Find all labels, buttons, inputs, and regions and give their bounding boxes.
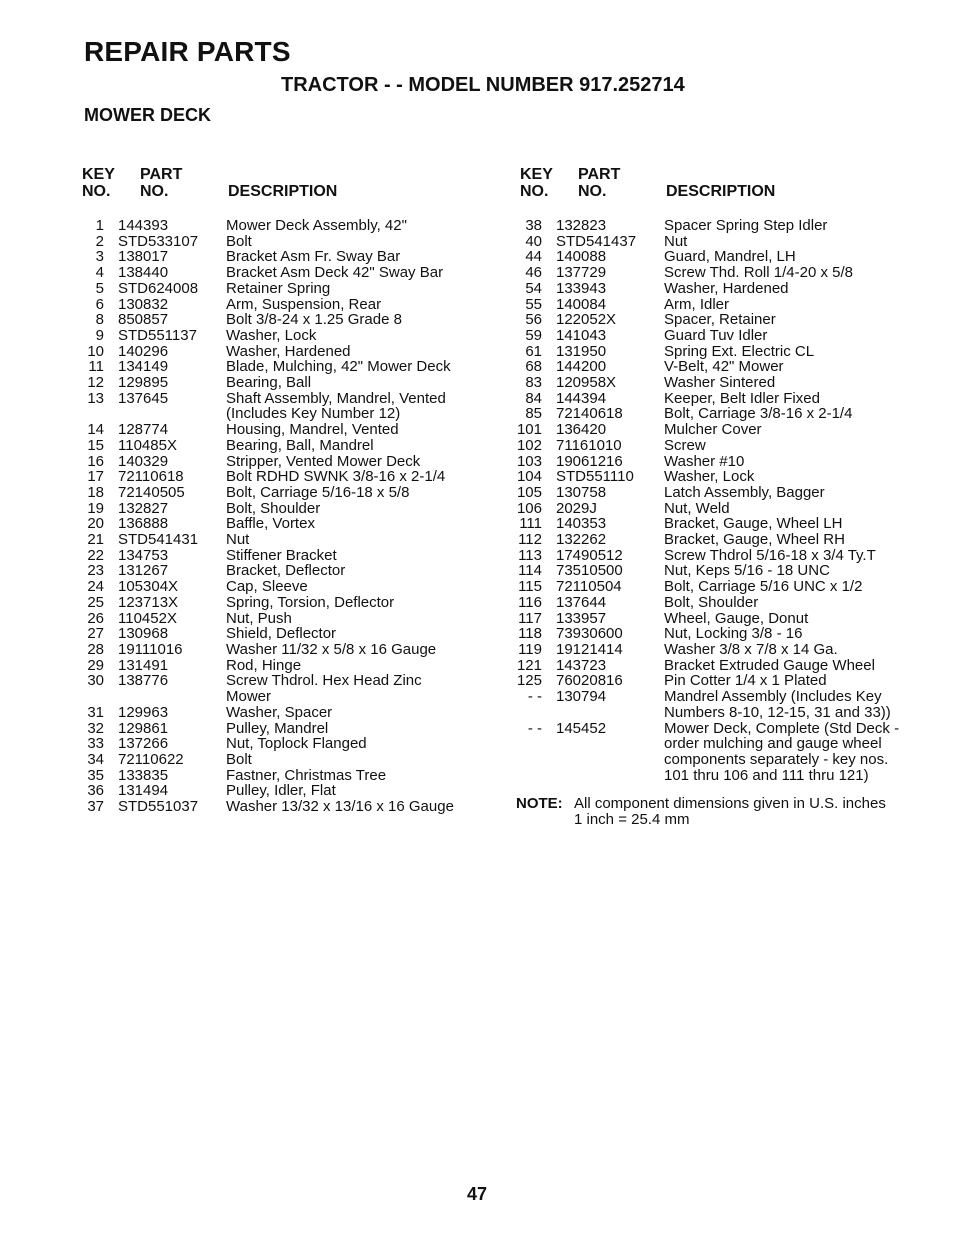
table-row	[516, 297, 936, 313]
table-row	[78, 768, 498, 784]
key-number: 44	[525, 248, 542, 266]
key-number: 54	[525, 279, 542, 297]
key-number: 9	[95, 326, 104, 344]
table-row	[78, 752, 498, 768]
table-row	[516, 673, 936, 689]
part-number: 120958X	[556, 374, 617, 392]
part-number: 144394	[556, 389, 607, 407]
table-row	[516, 611, 936, 627]
key-number: 15	[87, 436, 104, 454]
part-description: Nut, Keps 5/16 - 18 UNC	[664, 562, 830, 580]
part-description: Pulley, Mandrel	[226, 719, 329, 737]
key-number: 101	[516, 421, 542, 439]
part-number: 73510500	[556, 562, 623, 580]
table-row	[78, 595, 498, 611]
key-no-header: KEY NO.	[82, 166, 115, 200]
table-row	[516, 359, 936, 375]
key-number: 29	[87, 656, 104, 674]
part-description: Bolt, Carriage 3/8-16 x 2-1/4	[664, 405, 853, 423]
part-number: 138440	[118, 264, 169, 282]
part-description: Mower Deck, Complete (Std Deck - order mulching and gauge wheel components separately - key nos. 101 thru 106 and 111 thru 121)	[664, 719, 900, 784]
part-description: Baffle, Vortex	[226, 515, 315, 533]
part-number: 137645	[118, 389, 169, 407]
table-row	[78, 438, 498, 454]
part-description: Retainer Spring	[226, 279, 331, 297]
table-row	[78, 642, 498, 658]
note-text-line2: 1 inch = 25.4 mm	[574, 811, 690, 828]
table-row	[516, 391, 936, 407]
key-number: - -	[527, 719, 542, 737]
table-row	[78, 328, 498, 344]
table-row	[516, 312, 936, 328]
parts-table-right	[516, 166, 936, 783]
key-number: 103	[516, 452, 542, 470]
key-number: 1	[95, 217, 104, 234]
part-number: 138776	[118, 672, 169, 690]
part-description: Bolt, Shoulder	[226, 499, 321, 517]
table-header	[78, 166, 498, 218]
part-number: STD541431	[118, 531, 199, 549]
key-number: 17	[87, 468, 104, 486]
part-number: 132823	[556, 217, 607, 234]
part-description: Blade, Mulching, 42" Mower Deck	[226, 358, 451, 376]
part-description: Bracket Asm Fr. Sway Bar	[226, 248, 401, 266]
part-number: 136888	[118, 515, 169, 533]
key-number: 84	[525, 389, 542, 407]
part-description: Arm, Idler	[664, 295, 730, 313]
part-description: Nut, Weld	[664, 499, 730, 517]
key-number: 11	[88, 358, 104, 376]
key-number: 31	[87, 703, 104, 721]
key-number: 33	[87, 735, 104, 753]
table-row	[516, 281, 936, 297]
table-row	[78, 469, 498, 485]
part-description: Washer #10	[664, 452, 745, 470]
key-number: 83	[525, 374, 542, 392]
table-row	[516, 438, 936, 454]
part-number: 145452	[556, 719, 607, 737]
key-number: 113	[518, 546, 542, 564]
section-heading: MOWER DECK	[84, 105, 211, 125]
part-number: 138017	[118, 248, 169, 266]
table-row	[78, 563, 498, 579]
table-row	[78, 234, 498, 250]
table-row	[78, 391, 498, 422]
part-description: Mulcher Cover	[664, 421, 762, 439]
table-row	[516, 579, 936, 595]
table-row	[78, 626, 498, 642]
table-row	[516, 516, 936, 532]
key-number: 68	[525, 358, 542, 376]
part-description: Screw Thdrol. Hex Head Zinc Mower	[226, 672, 422, 706]
table-row	[78, 359, 498, 375]
table-row	[516, 422, 936, 438]
table-row	[78, 218, 498, 234]
table-row	[516, 501, 936, 517]
table-row	[78, 281, 498, 297]
part-description: Washer, Lock	[664, 468, 755, 486]
part-number: 110452X	[118, 609, 177, 627]
part-description: V-Belt, 42" Mower	[664, 358, 784, 376]
key-number: 114	[518, 562, 542, 580]
part-description: Guard, Mandrel, LH	[664, 248, 796, 266]
part-description: Latch Assembly, Bagger	[664, 483, 825, 501]
part-number: STD551110	[556, 468, 634, 486]
key-number: 104	[516, 468, 542, 486]
table-row	[516, 642, 936, 658]
table-header	[516, 166, 936, 218]
table-row	[516, 234, 936, 250]
part-number: 71161010	[556, 436, 622, 454]
part-number: 137266	[118, 735, 169, 753]
parts-list-left	[78, 218, 498, 815]
part-description: Washer, Spacer	[226, 703, 333, 721]
part-description: Washer, Lock	[226, 326, 317, 344]
part-number: 130968	[118, 625, 169, 643]
key-number: 61	[525, 342, 542, 360]
key-number: 46	[525, 264, 542, 282]
table-row	[78, 375, 498, 391]
key-number: - -	[527, 688, 542, 706]
part-number: 140088	[556, 248, 607, 266]
table-row	[78, 721, 498, 737]
part-description: Stripper, Vented Mower Deck	[226, 452, 421, 470]
table-row	[516, 689, 936, 720]
part-number: STD541437	[556, 232, 637, 250]
part-number: 136420	[556, 421, 607, 439]
key-number: 26	[87, 609, 104, 627]
table-row	[516, 344, 936, 360]
table-row	[516, 375, 936, 391]
part-description: Bolt, Shoulder	[664, 593, 759, 611]
key-number: 4	[95, 264, 104, 282]
table-row	[516, 406, 936, 422]
part-description: Washer, Hardened	[226, 342, 351, 360]
key-number: 27	[87, 625, 104, 643]
part-number: 19111016	[118, 640, 183, 658]
part-number: 131494	[118, 782, 169, 800]
part-description: Bracket, Gauge, Wheel RH	[664, 531, 845, 549]
part-number: 76020816	[556, 672, 623, 690]
key-number: 35	[87, 766, 104, 784]
key-number: 119	[518, 640, 542, 658]
part-number: 140329	[118, 452, 169, 470]
key-number: 36	[87, 782, 104, 800]
part-number: 19121414	[556, 640, 623, 658]
key-number: 14	[87, 421, 104, 439]
key-number: 30	[87, 672, 104, 690]
part-description: Arm, Suspension, Rear	[226, 295, 382, 313]
table-row	[516, 265, 936, 281]
part-no-header: PART NO.	[140, 166, 183, 200]
part-description: Washer 3/8 x 7/8 x 14 Ga.	[664, 640, 838, 658]
part-description: Bolt	[226, 750, 252, 768]
key-number: 112	[518, 531, 542, 549]
key-number: 125	[516, 672, 542, 690]
key-number: 20	[87, 515, 104, 533]
key-number: 18	[87, 483, 104, 501]
part-number: 129895	[118, 374, 169, 392]
key-number: 116	[518, 593, 542, 611]
table-row	[516, 721, 936, 784]
key-number: 59	[525, 326, 542, 344]
key-number: 23	[87, 562, 104, 580]
model-subtitle: TRACTOR - - MODEL NUMBER 917.252714	[281, 74, 685, 96]
table-row	[78, 611, 498, 627]
part-description: Bolt 3/8-24 x 1.25 Grade 8	[226, 311, 402, 329]
key-number: 106	[516, 499, 542, 517]
table-row	[78, 454, 498, 470]
part-number: 129963	[118, 703, 169, 721]
key-number: 121	[516, 656, 542, 674]
part-description: Washer Sintered	[664, 374, 776, 392]
part-number: 131950	[556, 342, 607, 360]
part-description: Bracket Asm Deck 42" Sway Bar	[226, 264, 444, 282]
table-row	[78, 736, 498, 752]
part-number: 140353	[556, 515, 607, 533]
part-number: 130794	[556, 688, 607, 706]
part-description: Screw Thd. Roll 1/4-20 x 5/8	[664, 264, 853, 282]
part-description: Screw	[664, 436, 706, 454]
table-row	[516, 626, 936, 642]
part-number: 137644	[556, 593, 607, 611]
key-number: 37	[87, 798, 104, 816]
part-number: 105304X	[118, 578, 179, 596]
part-number: 132262	[556, 531, 607, 549]
part-number: 72110504	[556, 578, 622, 596]
part-number: 140084	[556, 295, 607, 313]
part-description: Bolt	[226, 232, 252, 250]
part-description: Fastner, Christmas Tree	[226, 766, 387, 784]
part-number: 130758	[556, 483, 607, 501]
part-number: 130832	[118, 295, 169, 313]
part-description: Spring, Torsion, Deflector	[226, 593, 395, 611]
parts-table-left	[78, 166, 498, 815]
part-number: 133835	[118, 766, 169, 784]
table-row	[78, 485, 498, 501]
table-row	[516, 218, 936, 234]
part-description: Nut	[664, 232, 688, 250]
table-row	[78, 658, 498, 674]
part-description: Nut, Push	[226, 609, 292, 627]
key-no-header: KEY NO.	[520, 166, 553, 200]
table-row	[78, 783, 498, 799]
key-number: 85	[525, 405, 542, 423]
table-row	[78, 579, 498, 595]
part-description: Wheel, Gauge, Donut	[664, 609, 809, 627]
part-description: Nut	[226, 531, 250, 549]
key-number: 34	[87, 750, 104, 768]
part-number: 131267	[118, 562, 169, 580]
table-row	[78, 297, 498, 313]
part-no-header: PART NO.	[578, 166, 621, 200]
key-number: 28	[87, 640, 104, 658]
part-number: 72110622	[118, 750, 184, 768]
part-number: 131491	[118, 656, 169, 674]
part-number: 134149	[118, 358, 169, 376]
part-number: STD533107	[118, 232, 199, 250]
part-description: Shield, Deflector	[226, 625, 337, 643]
part-description: Pin Cotter 1/4 x 1 Plated	[664, 672, 827, 690]
key-number: 55	[525, 295, 542, 313]
note-label: NOTE:	[516, 795, 563, 812]
key-number: 21	[87, 531, 104, 549]
part-number: 72140505	[118, 483, 185, 501]
table-row	[516, 548, 936, 564]
key-number: 8	[95, 311, 104, 329]
table-row	[78, 516, 498, 532]
key-number: 32	[87, 719, 104, 737]
description-header: DESCRIPTION	[228, 183, 338, 200]
part-number: 133957	[556, 609, 607, 627]
table-row	[516, 249, 936, 265]
part-number: 123713X	[118, 593, 179, 611]
part-description: Spacer, Retainer	[664, 311, 776, 329]
part-number: STD551037	[118, 798, 199, 816]
part-number: 144393	[118, 217, 169, 234]
part-number: 19061216	[556, 452, 623, 470]
part-description: Guard Tuv Idler	[664, 326, 768, 344]
key-number: 56	[525, 311, 542, 329]
part-number: 137729	[556, 264, 607, 282]
key-number: 16	[87, 452, 104, 470]
table-row	[78, 344, 498, 360]
part-number: 141043	[556, 326, 607, 344]
part-description: Washer 11/32 x 5/8 x 16 Gauge	[226, 640, 437, 658]
page-title: REPAIR PARTS	[84, 36, 291, 67]
key-number: 19	[87, 499, 104, 517]
key-number: 6	[95, 295, 104, 313]
part-number: STD551137	[118, 326, 197, 344]
part-description: Washer 13/32 x 13/16 x 16 Gauge	[226, 798, 454, 816]
table-row	[78, 673, 498, 704]
table-row	[516, 532, 936, 548]
part-description: Shaft Assembly, Mandrel, Vented (Includes Key Number 12)	[226, 389, 446, 423]
description-header: DESCRIPTION	[666, 183, 776, 200]
part-number: 133943	[556, 279, 607, 297]
part-number: 144200	[556, 358, 607, 376]
part-description: Bracket, Gauge, Wheel LH	[664, 515, 843, 533]
key-number: 118	[518, 625, 542, 643]
part-description: Mandrel Assembly (Includes Key Numbers 8-10, 12-15, 31 and 33))	[664, 688, 891, 721]
table-row	[78, 799, 498, 815]
part-number: 129861	[118, 719, 169, 737]
note-text-line1: All component dimensions given in U.S. inches	[574, 795, 886, 812]
key-number: 105	[516, 483, 542, 501]
part-description: Screw Thdrol 5/16-18 x 3/4 Ty.T	[664, 546, 876, 564]
key-number: 10	[87, 342, 104, 360]
part-description: Bracket, Deflector	[226, 562, 346, 580]
table-row	[78, 312, 498, 328]
part-description: Bearing, Ball, Mandrel	[226, 436, 374, 454]
part-number: 132827	[118, 499, 169, 517]
key-number: 40	[525, 232, 542, 250]
key-number: 115	[518, 578, 542, 596]
table-row	[78, 705, 498, 721]
part-number: 110485X	[118, 436, 177, 454]
key-number: 38	[525, 217, 542, 234]
key-number: 24	[87, 578, 104, 596]
table-row	[516, 454, 936, 470]
part-number: 2029J	[556, 499, 597, 517]
part-description: Nut, Toplock Flanged	[226, 735, 367, 753]
key-number: 12	[87, 374, 104, 392]
table-row	[78, 548, 498, 564]
key-number: 2	[95, 232, 104, 250]
part-number: STD624008	[118, 279, 199, 297]
part-description: Bearing, Ball	[226, 374, 312, 392]
part-number: 72110618	[118, 468, 184, 486]
part-description: Stiffener Bracket	[226, 546, 337, 564]
key-number: 13	[87, 389, 104, 407]
part-description: Rod, Hinge	[226, 656, 302, 674]
part-number: 134753	[118, 546, 169, 564]
part-number: 128774	[118, 421, 169, 439]
key-number: 117	[518, 609, 542, 627]
table-row	[516, 658, 936, 674]
part-description: Keeper, Belt Idler Fixed	[664, 389, 820, 407]
part-description: Spring Ext. Electric CL	[664, 342, 815, 360]
key-number: 22	[87, 546, 104, 564]
table-row	[516, 595, 936, 611]
part-description: Pulley, Idler, Flat	[226, 782, 336, 800]
part-description: Spacer Spring Step Idler	[664, 217, 828, 234]
parts-list-right	[516, 218, 936, 783]
part-description: Mower Deck Assembly, 42"	[226, 217, 407, 234]
table-row	[516, 469, 936, 485]
part-description: Bolt RDHD SWNK 3/8-16 x 2-1/4	[226, 468, 446, 486]
table-row	[516, 328, 936, 344]
part-description: Bolt, Carriage 5/16 UNC x 1/2	[664, 578, 863, 596]
key-number: 3	[95, 248, 104, 266]
part-number: 72140618	[556, 405, 623, 423]
part-number: 140296	[118, 342, 169, 360]
part-number: 73930600	[556, 625, 623, 643]
table-row	[78, 501, 498, 517]
key-number: 102	[516, 436, 542, 454]
table-row	[516, 485, 936, 501]
part-description: Nut, Locking 3/8 - 16	[664, 625, 803, 643]
part-description: Bolt, Carriage 5/16-18 x 5/8	[226, 483, 410, 501]
part-description: Housing, Mandrel, Vented	[226, 421, 399, 439]
table-row	[78, 265, 498, 281]
part-description: Washer, Hardened	[664, 279, 789, 297]
part-description: Cap, Sleeve	[226, 578, 308, 596]
table-row	[516, 563, 936, 579]
table-row	[78, 249, 498, 265]
part-number: 17490512	[556, 546, 623, 564]
key-number: 25	[87, 593, 104, 611]
table-row	[78, 532, 498, 548]
part-description: Bracket Extruded Gauge Wheel	[664, 656, 875, 674]
part-number: 850857	[118, 311, 169, 329]
key-number: 5	[95, 279, 104, 297]
key-number: 111	[519, 515, 542, 533]
page-number: 47	[466, 1184, 488, 1204]
table-row	[78, 422, 498, 438]
part-number: 143723	[556, 656, 607, 674]
part-number: 122052X	[556, 311, 617, 329]
